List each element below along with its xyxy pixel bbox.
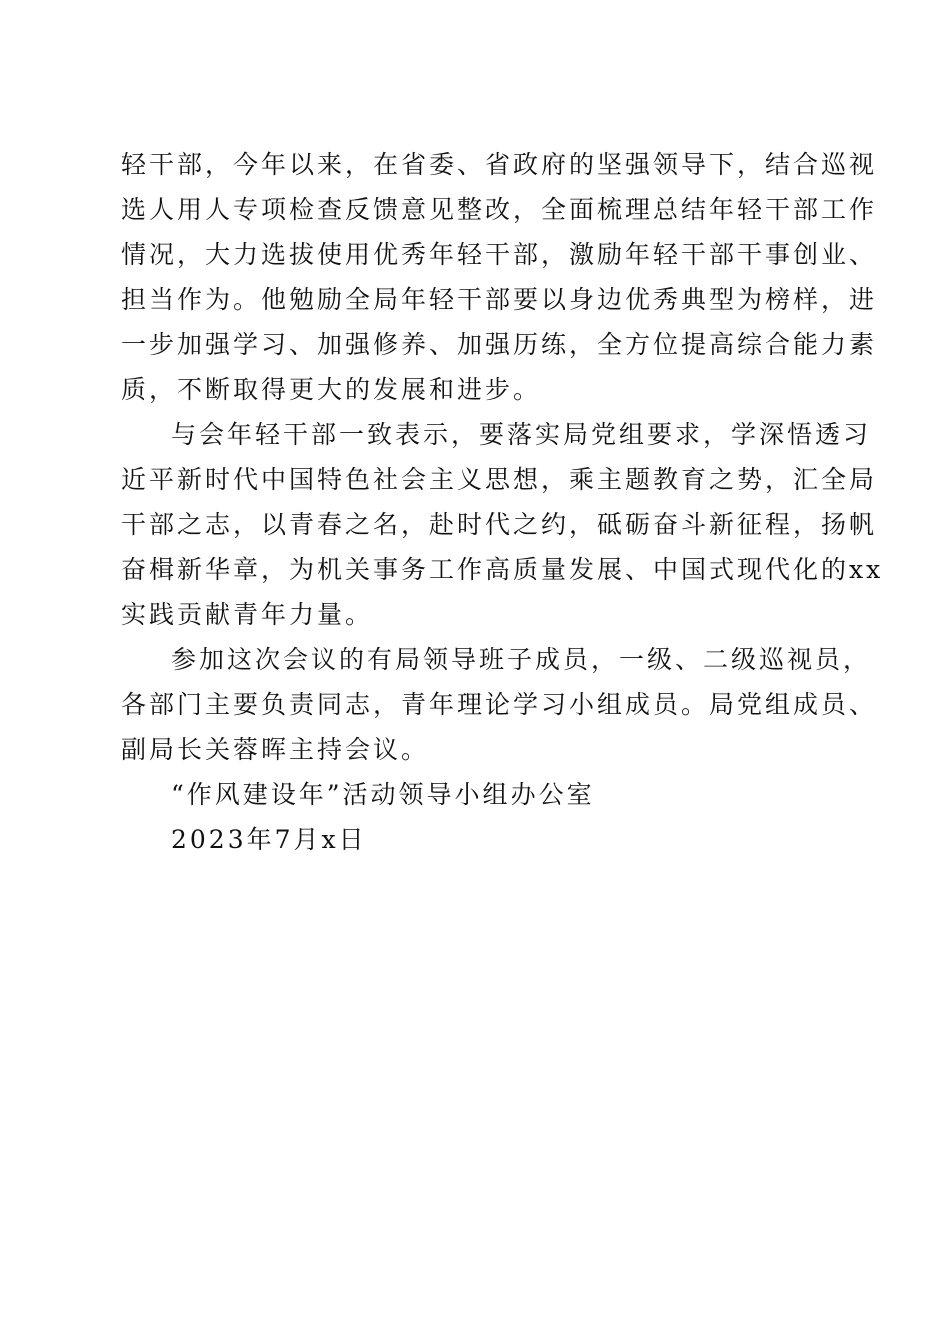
- text-line: 副局长关蓉晖主持会议。: [121, 735, 430, 764]
- text-line: 情况，大力选拔使用优秀年轻干部，激励年轻干部干事创业、: [121, 240, 878, 269]
- paragraph-1: [121, 142, 878, 412]
- paragraph-3: [121, 637, 878, 772]
- paragraph-2: [121, 412, 884, 637]
- text-line: 奋楫新华章，为机关事务工作高质量发展、中国式现代化的xx: [121, 555, 884, 584]
- text-line: 参加这次会议的有局领导班子成员，一级、二级巡视员，: [171, 645, 872, 674]
- text-line: 选人用人专项检查反馈意见整改，全面梳理总结年轻干部工作: [121, 195, 878, 224]
- signature-date: 2023年7月x日: [171, 825, 367, 854]
- text-line: 一步加强学习、加强修养、加强历练，全方位提高综合能力素: [121, 330, 878, 359]
- text-line: 干部之志，以青春之名，赴时代之约，砥砺奋斗新征程，扬帆: [121, 510, 878, 539]
- signature-org: “作风建设年”活动领导小组办公室: [171, 780, 595, 809]
- text-line: 近平新时代中国特色社会主义思想，乘主题教育之势，汇全局: [121, 465, 878, 494]
- text-line: 实践贡献青年力量。: [121, 600, 374, 629]
- text-line: 轻干部，今年以来，在省委、省政府的坚强领导下，结合巡视: [121, 150, 878, 179]
- text-line: 质，不断取得更大的发展和进步。: [121, 375, 542, 404]
- document-page: [121, 142, 884, 862]
- text-line: 担当作为。他勉励全局年轻干部要以身边优秀典型为榜样，进: [121, 285, 878, 314]
- text-line: 各部门主要负责同志，青年理论学习小组成员。局党组成员、: [121, 690, 878, 719]
- text-line: 与会年轻干部一致表示，要落实局党组要求，学深悟透习: [171, 420, 872, 449]
